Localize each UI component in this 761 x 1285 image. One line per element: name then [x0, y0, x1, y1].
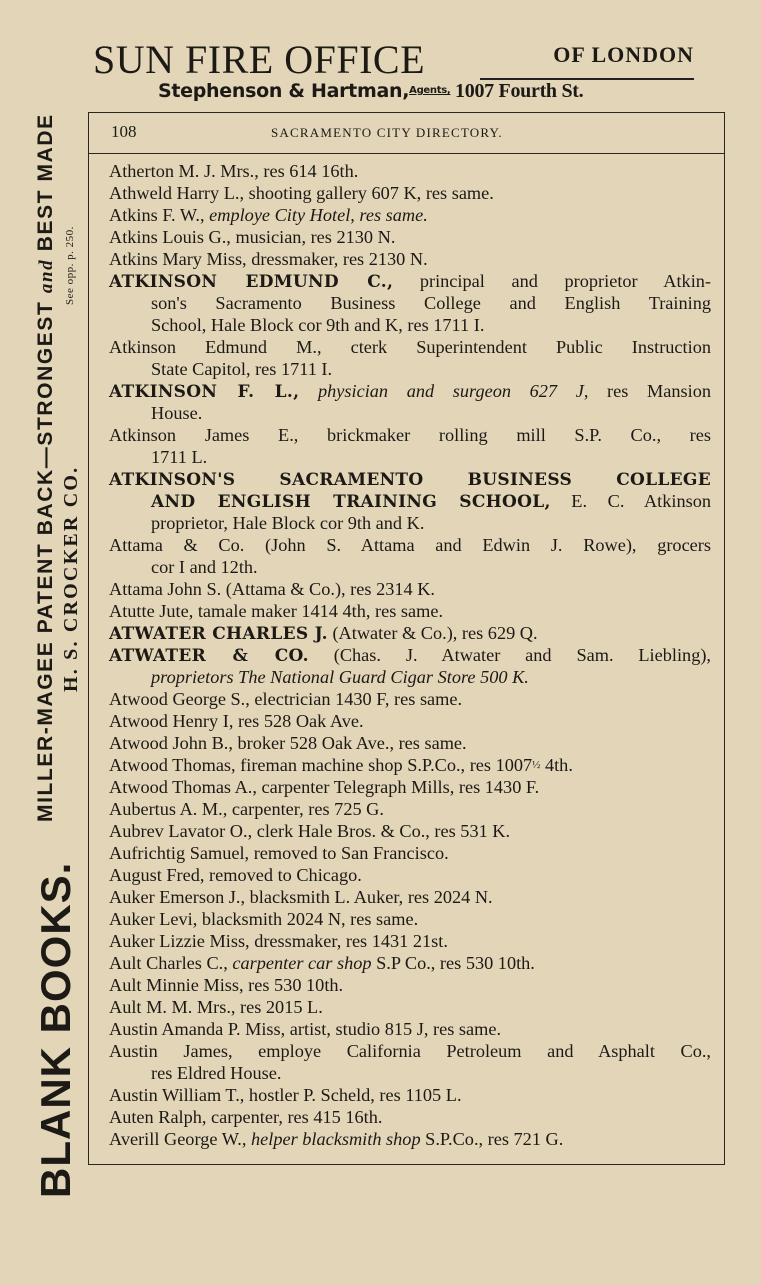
directory-entry	[109, 1106, 711, 1128]
entry-line	[109, 314, 711, 336]
directory-entry	[109, 974, 711, 996]
directory-entry	[109, 600, 711, 622]
entry-line	[109, 402, 711, 424]
directory-entry	[109, 754, 711, 776]
entry-bold-name: ATKINSON F. L.,	[109, 382, 300, 402]
directory-entry	[109, 688, 711, 710]
entry-text: Atwood John B., broker 528 Oak Ave., res same.	[109, 733, 467, 753]
directory-entry	[109, 1040, 711, 1084]
directory-entry	[109, 776, 711, 798]
entry-text: Atkinson Edmund M., cterk Superintendent Public Instruction	[109, 337, 711, 357]
entry-line	[109, 1084, 711, 1106]
entry-text: principal and proprietor Atkin-	[393, 271, 711, 291]
running-head	[89, 113, 724, 154]
entry-line	[109, 842, 711, 864]
entry-line	[109, 600, 711, 622]
entry-text: 1711 L.	[151, 447, 208, 467]
entry-text: , res Mansion	[583, 381, 711, 401]
directory-entry	[109, 820, 711, 842]
entry-text: Ault Charles C.,	[109, 953, 233, 973]
entry-text: Atkinson James E., brickmaker rolling mill S.P. Co., res	[109, 425, 711, 445]
entry-line	[109, 1128, 711, 1150]
entry-line	[109, 1040, 711, 1062]
entry-line	[109, 644, 711, 666]
entry-line	[109, 336, 711, 358]
side-ad-see-ref: See opp. p. 250.	[64, 226, 76, 305]
entry-text: (Chas. J. Atwater and Sam. Liebling),	[308, 645, 711, 665]
directory-entry	[109, 622, 711, 644]
side-ad-slogan-a: MILLER-MAGEE PATENT BACK—STRONGEST	[34, 293, 57, 822]
agents-address: 1007 Fourth St.	[450, 80, 584, 102]
entry-text: Austin William T., hostler P. Scheld, res 1105 L.	[109, 1085, 462, 1105]
entry-line	[109, 468, 711, 490]
entry-line	[109, 534, 711, 556]
entry-line	[109, 776, 711, 798]
entry-line	[109, 1106, 711, 1128]
entry-text: Atkins Mary Miss, dressmaker, res 2130 N.	[109, 249, 428, 269]
directory-entry	[109, 248, 711, 270]
entry-text: Austin James, employe California Petroleum and Asphalt Co.,	[109, 1041, 711, 1061]
entry-text: proprietor, Hale Block cor 9th and K.	[151, 513, 425, 533]
entry-line	[109, 732, 711, 754]
entry-text: E. C. Atkinson	[550, 491, 711, 511]
entry-text: State Capitol, res 1711 I.	[151, 359, 333, 379]
entry-text: Atutte Jute, tamale maker 1414 4th, res same.	[109, 601, 444, 621]
entry-text: (Atwater & Co.), res 629 Q.	[327, 623, 538, 643]
entry-line	[109, 952, 711, 974]
directory-entry	[109, 424, 711, 468]
entry-line	[109, 996, 711, 1018]
directory-page-frame	[88, 112, 725, 1165]
entry-bold-name: ATKINSON'S SACRAMENTO BUSINESS COLLEGE	[109, 470, 711, 490]
entry-text: 4th.	[540, 755, 573, 775]
directory-entry	[109, 644, 711, 688]
entry-line	[109, 754, 711, 776]
entry-line	[109, 204, 711, 226]
running-title: SACRAMENTO CITY DIRECTORY.	[271, 125, 503, 140]
directory-entry	[109, 952, 711, 974]
entry-text: Auten Ralph, carpenter, res 415 16th.	[109, 1107, 383, 1127]
entry-text: Attama & Co. (John S. Attama and Edwin J. Rowe), grocers	[109, 535, 711, 555]
entry-line	[109, 622, 711, 644]
entry-line	[109, 798, 711, 820]
directory-entry	[109, 1084, 711, 1106]
directory-entry	[109, 534, 711, 578]
entry-italic-text: carpenter car shop	[232, 953, 372, 973]
directory-entry	[109, 182, 711, 204]
directory-entry	[109, 908, 711, 930]
side-ad-company: H. S. CROCKER CO.	[60, 465, 82, 692]
entry-line	[109, 908, 711, 930]
entry-line	[109, 930, 711, 952]
entry-line	[109, 512, 711, 534]
entry-line	[109, 490, 711, 512]
directory-entry	[109, 578, 711, 600]
agents-label: Agents,	[409, 85, 451, 96]
entry-italic-text: employe City Hotel, res same.	[209, 205, 428, 225]
entry-line	[109, 446, 711, 468]
side-ad-slogan-c: BEST MADE	[34, 113, 57, 259]
header-ad-title: SUN FIRE OFFICE	[93, 37, 426, 82]
header-ad-of-london: OF LONDON	[480, 42, 694, 80]
entry-line	[109, 886, 711, 908]
directory-entries	[109, 160, 711, 1150]
entry-line	[109, 1018, 711, 1040]
directory-entry	[109, 226, 711, 248]
entry-text: Auker Emerson J., blacksmith L. Auker, res 2024 N.	[109, 887, 493, 907]
entry-text: Athweld Harry L., shooting gallery 607 K, res same.	[109, 183, 494, 203]
directory-entry	[109, 996, 711, 1018]
entry-italic-text: helper blacksmith shop	[251, 1129, 421, 1149]
directory-entry	[109, 710, 711, 732]
entry-text: Atkins Louis G., musician, res 2130 N.	[109, 227, 396, 247]
header-ad-agents	[158, 80, 583, 103]
entry-line	[109, 666, 711, 688]
entry-text: Aubrev Lavator O., clerk Hale Bros. & Co., res 531 K.	[109, 821, 511, 841]
entry-line	[109, 160, 711, 182]
entry-text: ½	[532, 759, 541, 771]
entry-text: Atherton M. J. Mrs., res 614 16th.	[109, 161, 359, 181]
side-ad-blank-books: BLANK BOOKS.	[32, 861, 79, 1198]
directory-entry	[109, 380, 711, 424]
entry-text: Austin Amanda P. Miss, artist, studio 815 J, res same.	[109, 1019, 502, 1039]
entry-line	[109, 974, 711, 996]
entry-line	[109, 248, 711, 270]
entry-text: son's Sacramento Business College and English Training	[151, 293, 711, 313]
entry-text: res Eldred House.	[151, 1063, 282, 1083]
directory-entry	[109, 1128, 711, 1150]
entry-text: August Fred, removed to Chicago.	[109, 865, 362, 885]
entry-line	[109, 688, 711, 710]
entry-text: House.	[151, 403, 203, 423]
directory-entry	[109, 886, 711, 908]
entry-text: School, Hale Block cor 9th and K, res 1711 I.	[151, 315, 485, 335]
entry-text: Auker Levi, blacksmith 2024 N, res same.	[109, 909, 419, 929]
entry-line	[109, 182, 711, 204]
entry-text: Atwood George S., electrician 1430 F, res same.	[109, 689, 463, 709]
directory-entry	[109, 864, 711, 886]
entry-line	[109, 820, 711, 842]
entry-bold-name: ATWATER CHARLES J.	[109, 624, 328, 644]
entry-text: S.P Co., res 530 10th.	[371, 953, 535, 973]
entry-line	[109, 292, 711, 314]
side-ad-slogan	[34, 113, 58, 822]
entry-text: Attama John S. (Attama & Co.), res 2314 K.	[109, 579, 435, 599]
entry-italic-text: proprietors The National Guard Cigar Store 500 K.	[151, 667, 529, 687]
entry-line	[109, 424, 711, 446]
entry-text: Atwood Henry I, res 528 Oak Ave.	[109, 711, 364, 731]
entry-line	[109, 380, 711, 402]
entry-text: Atkins F. W.,	[109, 205, 210, 225]
entry-line	[109, 556, 711, 578]
entry-bold-name: AND ENGLISH TRAINING SCHOOL,	[151, 492, 551, 512]
directory-entry	[109, 204, 711, 226]
entry-line	[109, 864, 711, 886]
entry-text: Atwood Thomas A., carpenter Telegraph Mills, res 1430 F.	[109, 777, 540, 797]
agents-name: Stephenson & Hartman,	[158, 80, 410, 102]
entry-line	[109, 710, 711, 732]
entry-text: Ault M. M. Mrs., res 2015 L.	[109, 997, 323, 1017]
side-ad-slogan-and: and	[36, 258, 57, 294]
directory-entry	[109, 798, 711, 820]
directory-entry	[109, 842, 711, 864]
directory-entry	[109, 270, 711, 336]
entry-text: Aufrichtig Samuel, removed to San Francisco.	[109, 843, 449, 863]
directory-entry	[109, 930, 711, 952]
entry-text: Atwood Thomas, fireman machine shop S.P.Co., res 1007	[109, 755, 533, 775]
entry-text: Ault Minnie Miss, res 530 10th.	[109, 975, 344, 995]
directory-entry	[109, 160, 711, 182]
directory-entry	[109, 336, 711, 380]
entry-text: Auker Lizzie Miss, dressmaker, res 1431 21st.	[109, 931, 448, 951]
entry-line	[109, 358, 711, 380]
entry-text: Averill George W.,	[109, 1129, 251, 1149]
directory-entry	[109, 468, 711, 534]
entry-text: S.P.Co., res 721 G.	[420, 1129, 564, 1149]
entry-bold-name: ATKINSON EDMUND C.,	[109, 272, 394, 292]
entry-text: Aubertus A. M., carpenter, res 725 G.	[109, 799, 384, 819]
entry-line	[109, 226, 711, 248]
entry-italic-text: physician and surgeon 627 J	[299, 381, 584, 401]
directory-entry	[109, 1018, 711, 1040]
entry-text: cor I and 12th.	[151, 557, 258, 577]
directory-entry	[109, 732, 711, 754]
entry-line	[109, 1062, 711, 1084]
page-number: 108	[111, 122, 137, 141]
entry-line	[109, 270, 711, 292]
entry-line	[109, 578, 711, 600]
entry-bold-name: ATWATER & CO.	[109, 646, 309, 666]
